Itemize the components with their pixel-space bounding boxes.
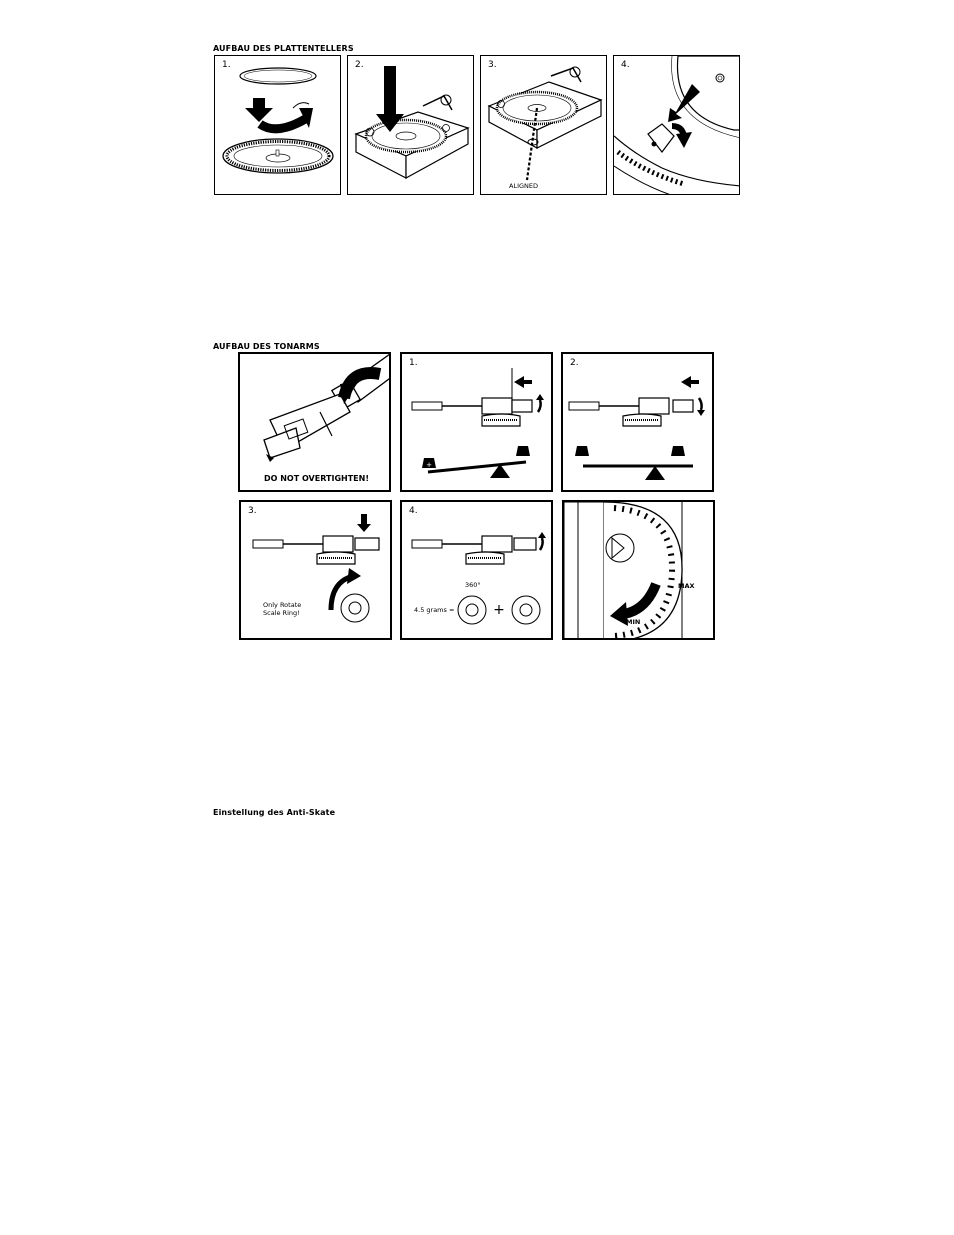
platter-step-1-panel: [214, 55, 341, 195]
step-number: 1.: [409, 358, 418, 368]
tonearm-step-2-panel: [561, 352, 714, 492]
tonearm-step-4-panel: [400, 500, 553, 640]
step-number: 2.: [570, 358, 579, 368]
do-not-overtighten-warning: DO NOT OVERTIGHTEN!: [264, 474, 369, 483]
platter-step-3-panel: [480, 55, 607, 195]
turntable-place-platter-illustration: [348, 56, 474, 195]
step-number: 3.: [248, 506, 257, 516]
tracking-force-illustration: [402, 502, 553, 640]
step-number: 3.: [488, 60, 497, 70]
tonearm-step-3-panel: [239, 500, 392, 640]
platter-section-heading: AUFBAU DES PLATTENTELLERS: [213, 44, 354, 53]
min-label: MIN: [626, 618, 641, 626]
platter-mat-illustration: [215, 56, 341, 195]
rotate-note-line-2: Scale Ring!: [263, 609, 300, 617]
rotate-note-line-1: Only Rotate: [263, 601, 302, 609]
tonearm-section-heading: AUFBAU DES TONARMS: [213, 342, 320, 351]
grams-label: 4.5 grams =: [414, 606, 455, 614]
svg-text:+: +: [426, 461, 432, 469]
platter-step-2-panel: [347, 55, 474, 195]
scale-ring-zero-illustration: [241, 502, 392, 640]
turntable-aligned-illustration: [481, 56, 607, 195]
step-number: 2.: [355, 60, 364, 70]
step-number: 4.: [621, 60, 630, 70]
platter-tab-closeup-illustration: [614, 56, 740, 195]
max-label: MAX: [678, 582, 695, 590]
counterweight-balance-illustration: [402, 354, 553, 492]
svg-text:+: +: [493, 602, 505, 618]
tonearm-step-1-panel: [400, 352, 553, 492]
tonearm-headshell-panel: [238, 352, 391, 492]
platter-step-4-panel: [613, 55, 740, 195]
aligned-label: ALIGNED: [509, 182, 538, 190]
antiskate-section-heading: Einstellung des Anti-Skate: [213, 808, 336, 817]
degrees-label: 360°: [465, 581, 481, 589]
tonearm-balanced-illustration: [563, 354, 714, 492]
anti-skate-dial-panel: [562, 500, 715, 640]
headshell-illustration: [240, 354, 391, 492]
step-number: 4.: [409, 506, 418, 516]
step-number: 1.: [222, 60, 231, 70]
